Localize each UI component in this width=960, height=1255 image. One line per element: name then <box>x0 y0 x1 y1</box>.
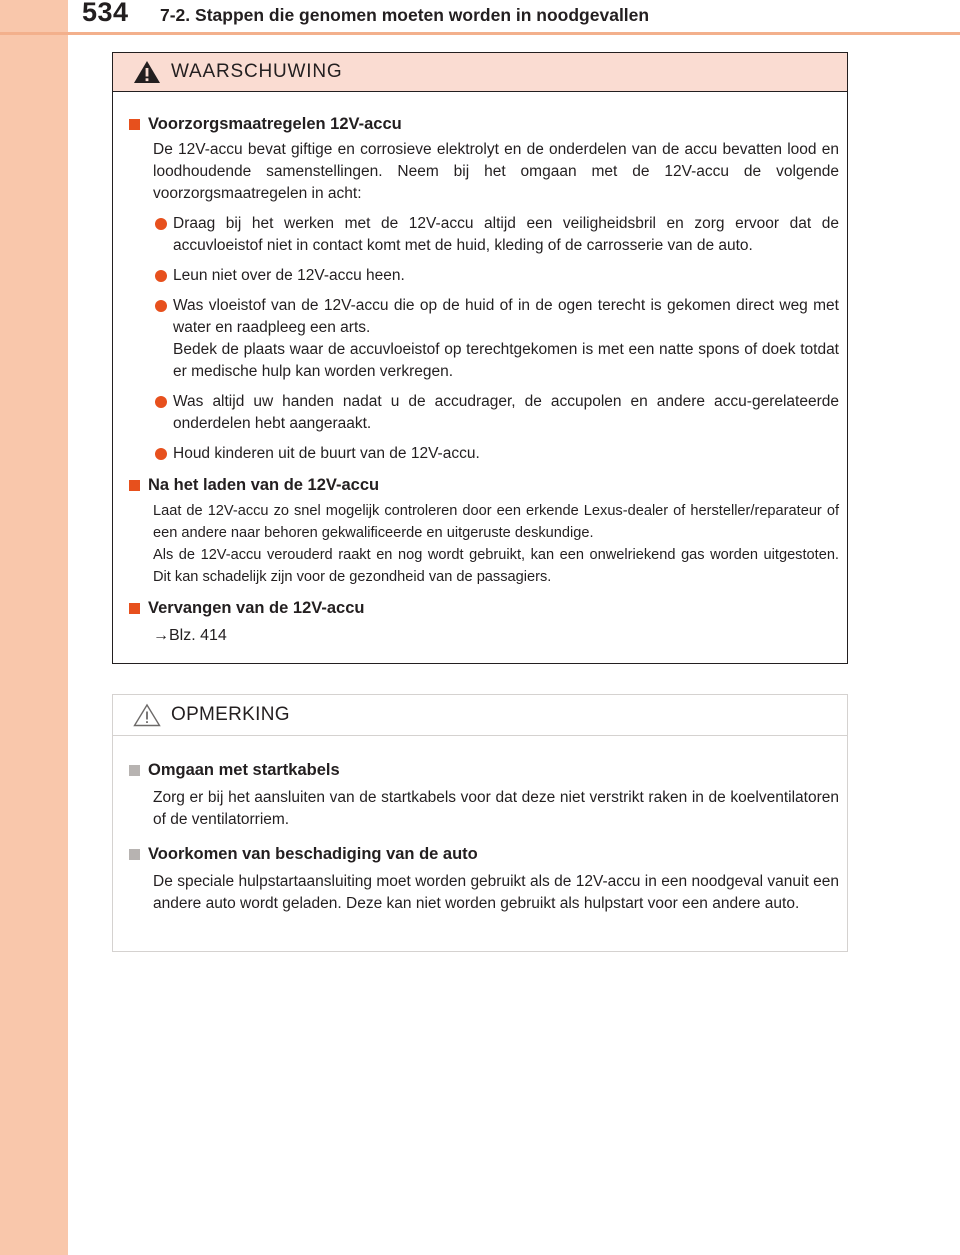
round-bullet-icon <box>155 396 167 408</box>
warning-content <box>113 92 847 647</box>
section-heading: Voorzorgsmaatregelen 12V-accu <box>129 113 839 135</box>
list-item: Was vloeistof van de 12V-accu die op de huid of in de ogen terecht is gekomen direct weg met water en raadpleeg een arts. Bedek de plaats waar de accuvloeistof op terechtgekomen is met een natte spons of doek totdat er medische hulp kan worden verkregen. <box>153 295 839 383</box>
warning-header <box>113 53 847 92</box>
round-bullet-icon <box>155 300 167 312</box>
note-header <box>113 695 847 736</box>
section-title: 7-2. Stappen die genomen moeten worden in noodgevallen <box>160 5 650 25</box>
caution-outline-triangle-icon <box>133 703 161 727</box>
section-heading: Omgaan met startkabels <box>129 759 839 781</box>
list-item: Draag bij het werken met de 12V-accu altijd een veiligheidsbril en zorg ervoor dat de accuvloeistof niet in contact komt met de huid, kleding of de carrosserie van de auto. <box>153 213 839 257</box>
left-margin-band <box>0 0 68 1255</box>
paragraph: Als de 12V-accu verouderd raakt en nog wordt gebruikt, kan een onwelriekend gas worden uitgestoten. Dit kan schadelijk zijn voor de gezondheid van de passagiers. <box>153 547 839 585</box>
section-heading: Na het laden van de 12V-accu <box>129 474 839 496</box>
paragraph: De speciale hulpstartaansluiting moet worden gebruikt als de 12V-accu in een noodgeval vanuit een andere auto wordt geladen. Deze kan niet worden gebruikt als hulpstart voor een andere auto. <box>153 873 839 912</box>
warning-box <box>112 52 848 664</box>
note-box <box>112 694 848 952</box>
square-bullet-icon <box>129 603 140 614</box>
list-item: Was altijd uw handen nadat u de accudrager, de accupolen en andere accu-gerelateerde onderdelen hebt aangeraakt. <box>153 391 839 435</box>
paragraph: Laat de 12V-accu zo snel mogelijk controleren door een erkende Lexus-dealer of hersteller/reparateur of een andere naar behoren gekwalificeerde en uitgeruste deskundige. <box>153 503 839 541</box>
square-bullet-icon <box>129 849 140 860</box>
page-number: 534 <box>82 0 129 27</box>
list-item: Leun niet over de 12V-accu heen. <box>153 265 839 287</box>
round-bullet-icon <box>155 270 167 282</box>
warning-title: WAARSCHUWING <box>171 61 343 82</box>
section-heading: Voorkomen van beschadiging van de auto <box>129 843 839 865</box>
note-title: OPMERKING <box>171 704 290 725</box>
paragraph: De 12V-accu bevat giftige en corrosieve elektrolyt en de onderdelen van de accu bevatten lood en loodhoudende samenstellingen. Neem bij het omgaan met de 12V-accu de volgende voorzorgsmaatregelen in acht: <box>153 141 839 202</box>
header-rule <box>0 32 960 35</box>
round-bullet-icon <box>155 448 167 460</box>
list-item: Houd kinderen uit de buurt van de 12V-accu. <box>153 443 839 465</box>
paragraph: Zorg er bij het aansluiten van de startkabels voor dat deze niet verstrikt raken in de koelventilatoren of de ventilatorriem. <box>153 789 839 828</box>
page-reference-link[interactable]: →Blz. 414 <box>153 627 227 644</box>
square-bullet-icon <box>129 765 140 776</box>
section-heading: Vervangen van de 12V-accu <box>129 597 839 619</box>
square-bullet-icon <box>129 480 140 491</box>
round-bullet-icon <box>155 218 167 230</box>
warning-triangle-icon <box>133 60 161 84</box>
square-bullet-icon <box>129 119 140 130</box>
note-content <box>113 736 847 915</box>
